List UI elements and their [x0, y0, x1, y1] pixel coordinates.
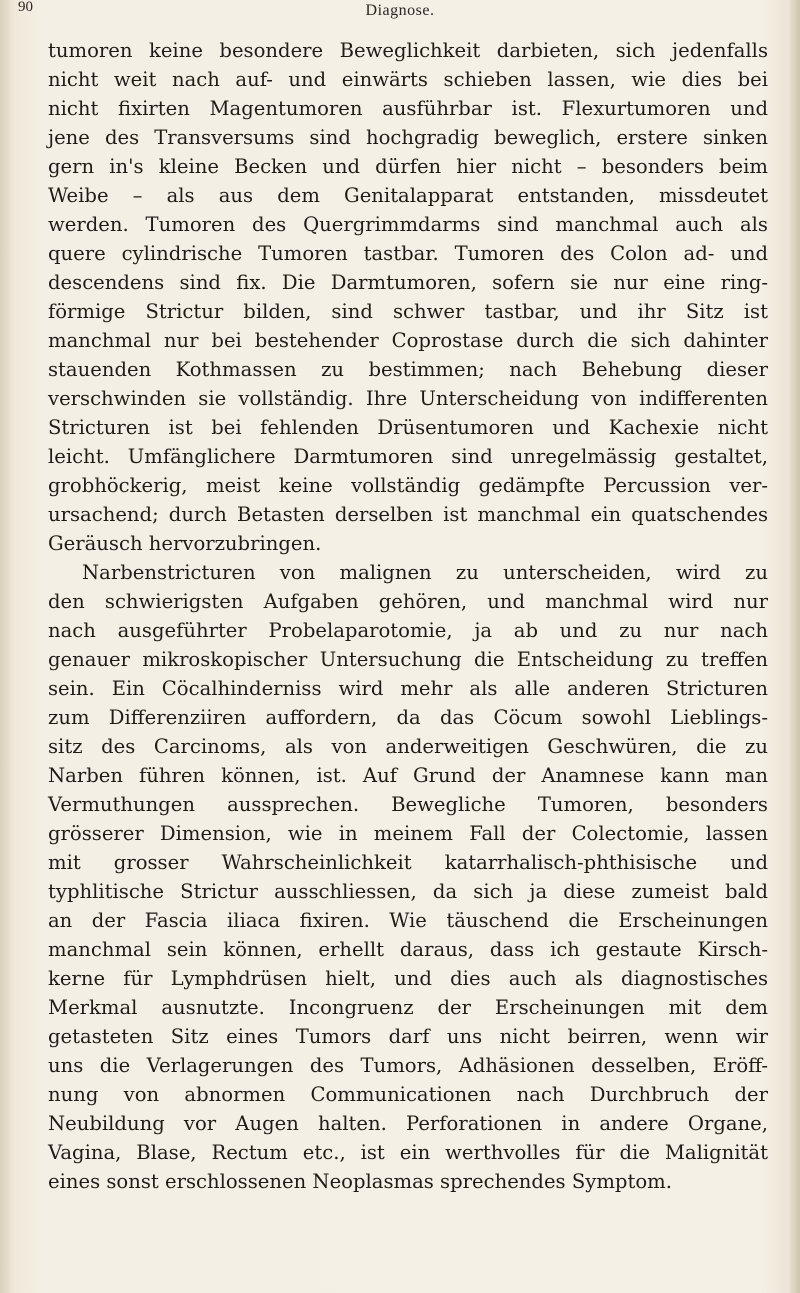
- text-line: typhlitische Strictur ausschliessen, da sich ja diese zumeist bald: [48, 880, 768, 903]
- text-line: uns die Verlagerungen des Tumors, Adhäsionen desselben, Eröff-: [48, 1054, 768, 1077]
- text-line: Narben führen können, ist. Auf Grund der Anamnese kann man: [48, 764, 768, 787]
- text-line: jene des Transversums sind hochgradig beweglich, erstere sinken: [48, 126, 768, 149]
- text-line: kerne für Lymphdrüsen hielt, und dies auch als diagnostisches: [48, 967, 768, 990]
- text-line: den schwierigsten Aufgaben gehören, und manchmal wird nur: [48, 590, 768, 613]
- text-line: Vagina, Blase, Rectum etc., ist ein werthvolles für die Malignität: [48, 1141, 768, 1164]
- text-line: gern in's kleine Becken und dürfen hier nicht – besonders beim: [48, 155, 768, 178]
- text-line: Geräusch hervorzubringen.: [48, 532, 322, 555]
- text-line: verschwinden sie vollständig. Ihre Unterscheidung von indifferenten: [48, 387, 768, 410]
- text-line: Narbenstricturen von malignen zu unterscheiden, wird zu: [82, 561, 768, 584]
- text-line: getasteten Sitz eines Tumors darf uns nicht beirren, wenn wir: [48, 1025, 768, 1048]
- text-line: leicht. Umfänglichere Darmtumoren sind unregelmässig gestaltet,: [48, 445, 768, 468]
- text-line: nicht fixirten Magentumoren ausführbar ist. Flexurtumoren und: [48, 97, 768, 120]
- text-line: sitz des Carcinoms, als von anderweitigen Geschwüren, die zu: [48, 735, 768, 758]
- text-line: sein. Ein Cöcalhinderniss wird mehr als alle anderen Stricturen: [48, 677, 768, 700]
- text-line: nung von abnormen Communicationen nach Durchbruch der: [48, 1083, 768, 1106]
- text-line: tumoren keine besondere Beweglichkeit darbieten, sich jedenfalls: [48, 39, 768, 62]
- text-line: quere cylindrische Tumoren tastbar. Tumoren des Colon ad- und: [48, 242, 768, 265]
- text-line: eines sonst erschlossenen Neoplasmas sprechendes Symptom.: [48, 1170, 672, 1193]
- text-line: an der Fascia iliaca fixiren. Wie täuschend die Erscheinungen: [48, 909, 768, 932]
- body-text: [48, 36, 768, 1196]
- page-number: 90: [18, 0, 33, 15]
- text-line: Neubildung vor Augen halten. Perforationen in andere Organe,: [48, 1112, 768, 1135]
- text-line: manchmal nur bei bestehender Coprostase durch die sich dahinter: [48, 329, 768, 352]
- text-line: Stricturen ist bei fehlenden Drüsentumoren und Kachexie nicht: [48, 416, 768, 439]
- text-line: stauenden Kothmassen zu bestimmen; nach Behebung dieser: [48, 358, 768, 381]
- text-line: nach ausgeführter Probelaparotomie, ja ab und zu nur nach: [48, 619, 768, 642]
- text-line: descendens sind fix. Die Darmtumoren, sofern sie nur eine ring-: [48, 271, 768, 294]
- text-line: genauer mikroskopischer Untersuchung die Entscheidung zu treffen: [48, 648, 768, 671]
- text-line: manchmal sein können, erhellt daraus, dass ich gestaute Kirsch-: [48, 938, 768, 961]
- text-line: Merkmal ausnutzte. Incongruenz der Erscheinungen mit dem: [48, 996, 768, 1019]
- running-head: Diagnose.: [365, 2, 435, 19]
- text-line: grösserer Dimension, wie in meinem Fall der Colectomie, lassen: [48, 822, 768, 845]
- text-line: zum Differenziiren auffordern, da das Cöcum sowohl Lieblings-: [48, 706, 768, 729]
- text-line: Weibe – als aus dem Genitalapparat entstanden, missdeutet: [48, 184, 768, 207]
- text-line: grobhöckerig, meist keine vollständig gedämpfte Percussion ver-: [48, 474, 768, 497]
- text-line: mit grosser Wahrscheinlichkeit katarrhalisch-phthisische und: [48, 851, 768, 874]
- text-line: nicht weit nach auf- und einwärts schieben lassen, wie dies bei: [48, 68, 768, 91]
- text-line: ursachend; durch Betasten derselben ist manchmal ein quatschendes: [48, 503, 768, 526]
- page-outer-edge: [790, 0, 800, 1293]
- page-binding-edge: [0, 0, 14, 1293]
- text-line: Vermuthungen aussprechen. Bewegliche Tumoren, besonders: [48, 793, 768, 816]
- text-line: förmige Strictur bilden, sind schwer tastbar, und ihr Sitz ist: [48, 300, 768, 323]
- text-line: werden. Tumoren des Quergrimmdarms sind manchmal auch als: [48, 213, 768, 236]
